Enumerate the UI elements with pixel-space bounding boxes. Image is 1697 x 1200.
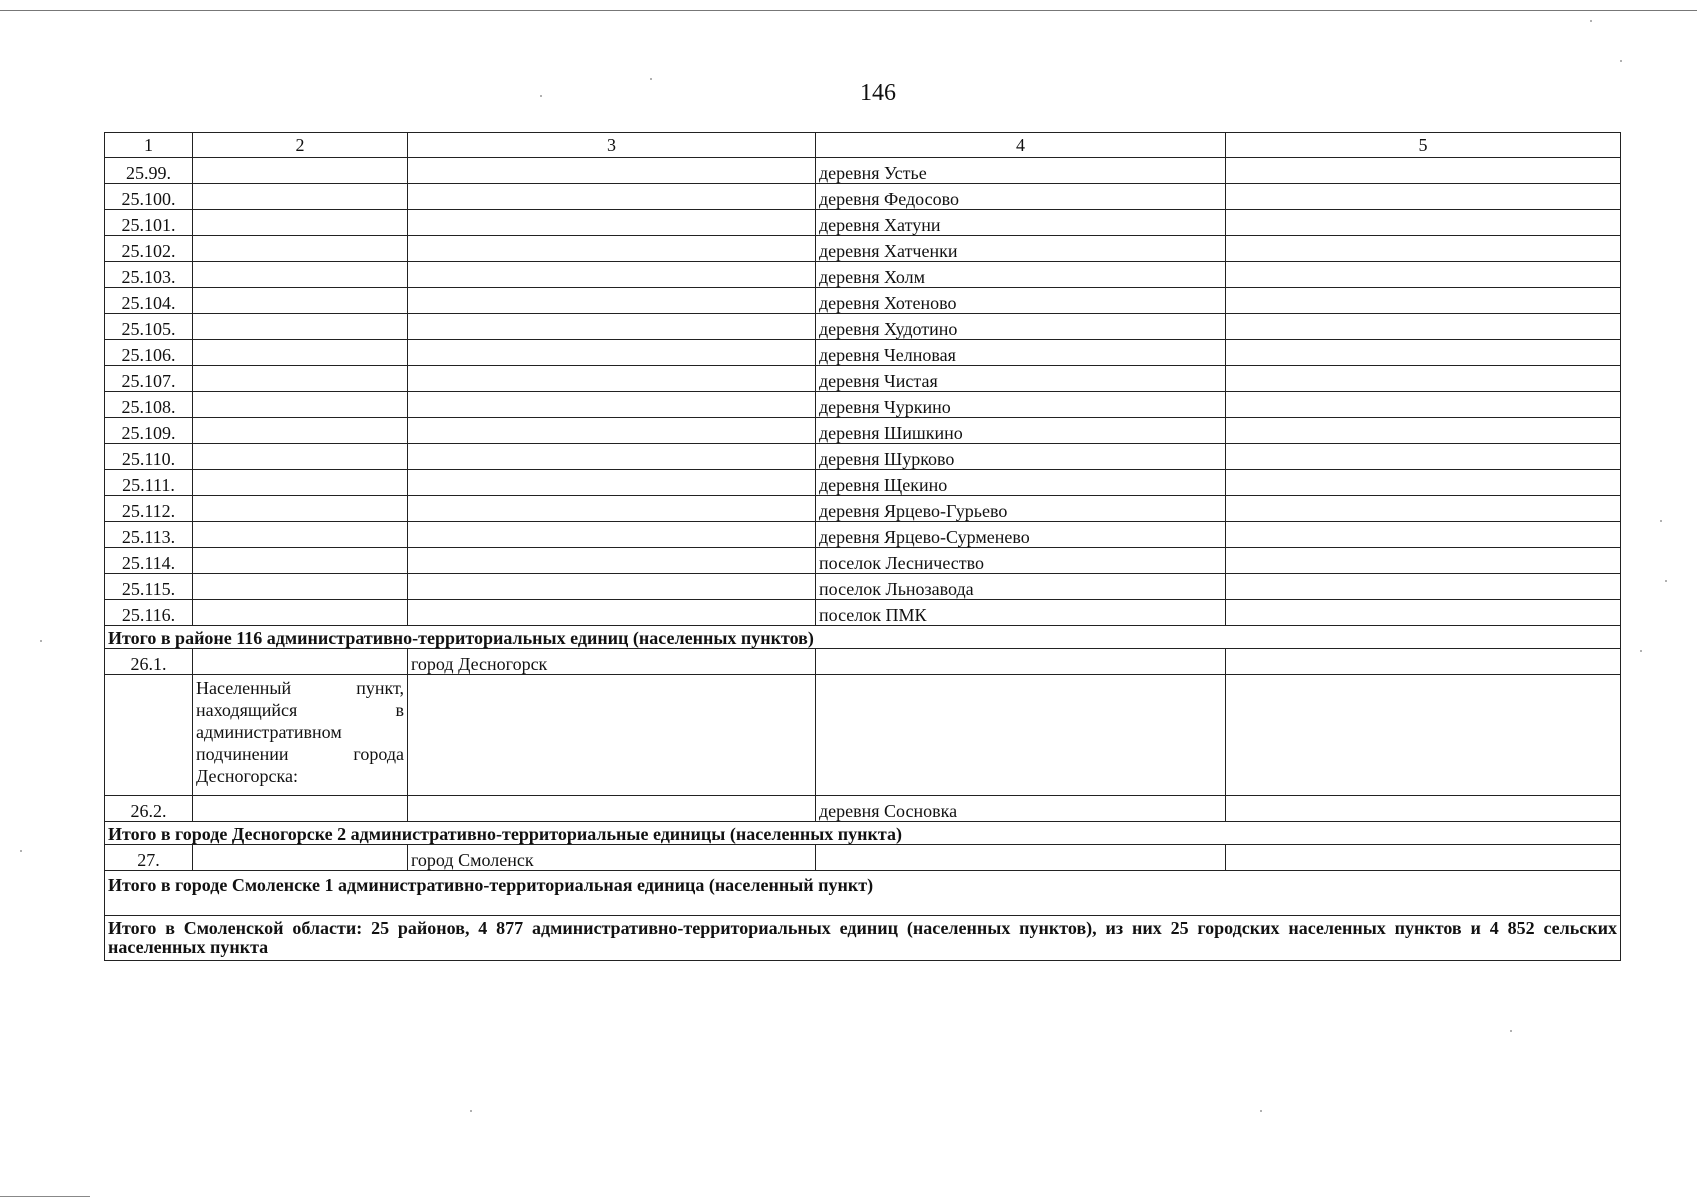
empty-cell bbox=[408, 392, 816, 418]
empty-cell bbox=[193, 574, 408, 600]
table-row bbox=[105, 444, 1621, 470]
empty-cell bbox=[193, 418, 408, 444]
scan-speck bbox=[1665, 580, 1667, 582]
row-number: 25.108. bbox=[105, 392, 193, 418]
row-number: 25.112. bbox=[105, 496, 193, 522]
table-row bbox=[105, 470, 1621, 496]
empty-cell bbox=[408, 600, 816, 626]
table-row bbox=[105, 548, 1621, 574]
scan-speck bbox=[20, 850, 22, 852]
empty-cell bbox=[193, 210, 408, 236]
city-name: город Десногорск bbox=[408, 649, 816, 675]
table-row bbox=[105, 522, 1621, 548]
table-row bbox=[105, 210, 1621, 236]
empty-cell bbox=[816, 675, 1226, 796]
table-row bbox=[105, 262, 1621, 288]
row-number: 25.109. bbox=[105, 418, 193, 444]
scan-speck bbox=[650, 78, 652, 80]
empty-cell bbox=[816, 845, 1226, 871]
empty-cell bbox=[408, 796, 816, 822]
empty-cell bbox=[193, 444, 408, 470]
empty-cell bbox=[408, 366, 816, 392]
total-row bbox=[105, 916, 1621, 961]
empty-cell bbox=[408, 418, 816, 444]
settlement-name: деревня Устье bbox=[816, 158, 1226, 184]
scan-speck bbox=[40, 640, 42, 642]
settlement-name: деревня Челновая bbox=[816, 340, 1226, 366]
empty-cell bbox=[1226, 236, 1621, 262]
table-row bbox=[105, 574, 1621, 600]
empty-cell bbox=[408, 288, 816, 314]
total-row bbox=[105, 822, 1621, 845]
scan-speck bbox=[540, 95, 542, 97]
empty-cell bbox=[193, 600, 408, 626]
row-number: 25.106. bbox=[105, 340, 193, 366]
row-number: 27. bbox=[105, 845, 193, 871]
subordination-note: Населенный пункт, находящийся в административном подчинении города Десногорска: bbox=[193, 675, 408, 796]
row-number: 25.110. bbox=[105, 444, 193, 470]
empty-cell bbox=[105, 675, 193, 796]
page-number: 146 bbox=[860, 80, 896, 106]
row-number: 25.115. bbox=[105, 574, 193, 600]
settlements-table bbox=[104, 132, 1621, 961]
row-number: 26.1. bbox=[105, 649, 193, 675]
scan-speck bbox=[1620, 60, 1622, 62]
column-number: 1 bbox=[105, 133, 193, 158]
empty-cell bbox=[193, 496, 408, 522]
empty-cell bbox=[193, 314, 408, 340]
table-row bbox=[105, 496, 1621, 522]
empty-cell bbox=[193, 184, 408, 210]
settlement-name: деревня Федосово bbox=[816, 184, 1226, 210]
settlement-name: деревня Шурково bbox=[816, 444, 1226, 470]
empty-cell bbox=[408, 574, 816, 600]
scan-speck bbox=[1640, 650, 1642, 652]
settlement-name: деревня Худотино bbox=[816, 314, 1226, 340]
empty-cell bbox=[408, 158, 816, 184]
empty-cell bbox=[1226, 845, 1621, 871]
row-number: 25.116. bbox=[105, 600, 193, 626]
column-number: 5 bbox=[1226, 133, 1621, 158]
empty-cell bbox=[1226, 600, 1621, 626]
settlement-name: деревня Чистая bbox=[816, 366, 1226, 392]
settlement-name: деревня Сосновка bbox=[816, 796, 1226, 822]
settlement-name: поселок ПМК bbox=[816, 600, 1226, 626]
settlement-name: деревня Щекино bbox=[816, 470, 1226, 496]
table-row bbox=[105, 675, 1621, 796]
empty-cell bbox=[408, 184, 816, 210]
city-name: город Смоленск bbox=[408, 845, 816, 871]
empty-cell bbox=[193, 392, 408, 418]
settlement-name: деревня Шишкино bbox=[816, 418, 1226, 444]
empty-cell bbox=[1226, 210, 1621, 236]
table-row bbox=[105, 340, 1621, 366]
empty-cell bbox=[1226, 675, 1621, 796]
row-number: 25.107. bbox=[105, 366, 193, 392]
empty-cell bbox=[1226, 470, 1621, 496]
settlement-name: деревня Чуркино bbox=[816, 392, 1226, 418]
row-number: 25.111. bbox=[105, 470, 193, 496]
table-row bbox=[105, 796, 1621, 822]
empty-cell bbox=[408, 496, 816, 522]
empty-cell bbox=[1226, 649, 1621, 675]
row-number: 26.2. bbox=[105, 796, 193, 822]
settlement-name: деревня Хатченки bbox=[816, 236, 1226, 262]
total-row bbox=[105, 871, 1621, 916]
empty-cell bbox=[193, 262, 408, 288]
empty-cell bbox=[193, 158, 408, 184]
row-number: 25.101. bbox=[105, 210, 193, 236]
table-row bbox=[105, 845, 1621, 871]
scan-edge-line bbox=[0, 1196, 90, 1197]
table-row bbox=[105, 649, 1621, 675]
table-row bbox=[105, 184, 1621, 210]
scan-speck bbox=[1260, 1110, 1262, 1112]
empty-cell bbox=[1226, 340, 1621, 366]
settlement-name: деревня Хатуни bbox=[816, 210, 1226, 236]
empty-cell bbox=[193, 522, 408, 548]
total-row bbox=[105, 626, 1621, 649]
table-row bbox=[105, 600, 1621, 626]
settlement-name: деревня Холм bbox=[816, 262, 1226, 288]
row-number: 25.103. bbox=[105, 262, 193, 288]
total-text: Итого в городе Смоленске 1 административно-территориальная единица (населенный пункт) bbox=[105, 871, 1621, 916]
empty-cell bbox=[193, 288, 408, 314]
empty-cell bbox=[408, 522, 816, 548]
settlement-name: поселок Лесничество bbox=[816, 548, 1226, 574]
row-number: 25.113. bbox=[105, 522, 193, 548]
empty-cell bbox=[408, 548, 816, 574]
scan-speck bbox=[1660, 520, 1662, 522]
empty-cell bbox=[1226, 184, 1621, 210]
empty-cell bbox=[193, 366, 408, 392]
row-number: 25.114. bbox=[105, 548, 193, 574]
total-text: Итого в районе 116 административно-территориальных единиц (населенных пунктов) bbox=[105, 626, 1621, 649]
scan-speck bbox=[470, 1110, 472, 1112]
scan-speck bbox=[1510, 1030, 1512, 1032]
column-number: 3 bbox=[408, 133, 816, 158]
empty-cell bbox=[193, 236, 408, 262]
empty-cell bbox=[193, 548, 408, 574]
empty-cell bbox=[1226, 574, 1621, 600]
empty-cell bbox=[1226, 262, 1621, 288]
empty-cell bbox=[1226, 444, 1621, 470]
empty-cell bbox=[408, 675, 816, 796]
settlement-name: деревня Ярцево-Гурьево bbox=[816, 496, 1226, 522]
settlement-name: поселок Льнозавода bbox=[816, 574, 1226, 600]
empty-cell bbox=[193, 340, 408, 366]
empty-cell bbox=[193, 470, 408, 496]
empty-cell bbox=[1226, 496, 1621, 522]
table-row bbox=[105, 418, 1621, 444]
settlement-name: деревня Хотеново bbox=[816, 288, 1226, 314]
table-row bbox=[105, 236, 1621, 262]
empty-cell bbox=[408, 314, 816, 340]
total-text: Итого в Смоленской области: 25 районов, 4 877 административно-территориальных единиц (населенных пунктов), из них 25 городских населенных пунктов и 4 852 сельских населенных пункта bbox=[105, 916, 1621, 961]
empty-cell bbox=[408, 470, 816, 496]
empty-cell bbox=[193, 845, 408, 871]
row-number: 25.102. bbox=[105, 236, 193, 262]
column-number: 2 bbox=[193, 133, 408, 158]
empty-cell bbox=[408, 210, 816, 236]
empty-cell bbox=[1226, 366, 1621, 392]
column-number: 4 bbox=[816, 133, 1226, 158]
empty-cell bbox=[1226, 288, 1621, 314]
scan-edge-line bbox=[0, 10, 1697, 11]
settlement-name: деревня Ярцево-Сурменево bbox=[816, 522, 1226, 548]
table-row bbox=[105, 158, 1621, 184]
empty-cell bbox=[816, 649, 1226, 675]
empty-cell bbox=[1226, 158, 1621, 184]
empty-cell bbox=[1226, 522, 1621, 548]
column-number-row bbox=[105, 133, 1621, 158]
empty-cell bbox=[408, 236, 816, 262]
row-number: 25.100. bbox=[105, 184, 193, 210]
empty-cell bbox=[193, 796, 408, 822]
empty-cell bbox=[1226, 392, 1621, 418]
empty-cell bbox=[408, 340, 816, 366]
empty-cell bbox=[408, 444, 816, 470]
row-number: 25.105. bbox=[105, 314, 193, 340]
row-number: 25.99. bbox=[105, 158, 193, 184]
empty-cell bbox=[1226, 418, 1621, 444]
table-row bbox=[105, 392, 1621, 418]
scan-speck bbox=[1590, 20, 1592, 22]
empty-cell bbox=[1226, 548, 1621, 574]
empty-cell bbox=[1226, 796, 1621, 822]
empty-cell bbox=[1226, 314, 1621, 340]
table-row bbox=[105, 366, 1621, 392]
empty-cell bbox=[408, 262, 816, 288]
table-row bbox=[105, 288, 1621, 314]
row-number: 25.104. bbox=[105, 288, 193, 314]
table-row bbox=[105, 314, 1621, 340]
total-text: Итого в городе Десногорске 2 административно-территориальные единицы (населенных пункта) bbox=[105, 822, 1621, 845]
empty-cell bbox=[193, 649, 408, 675]
